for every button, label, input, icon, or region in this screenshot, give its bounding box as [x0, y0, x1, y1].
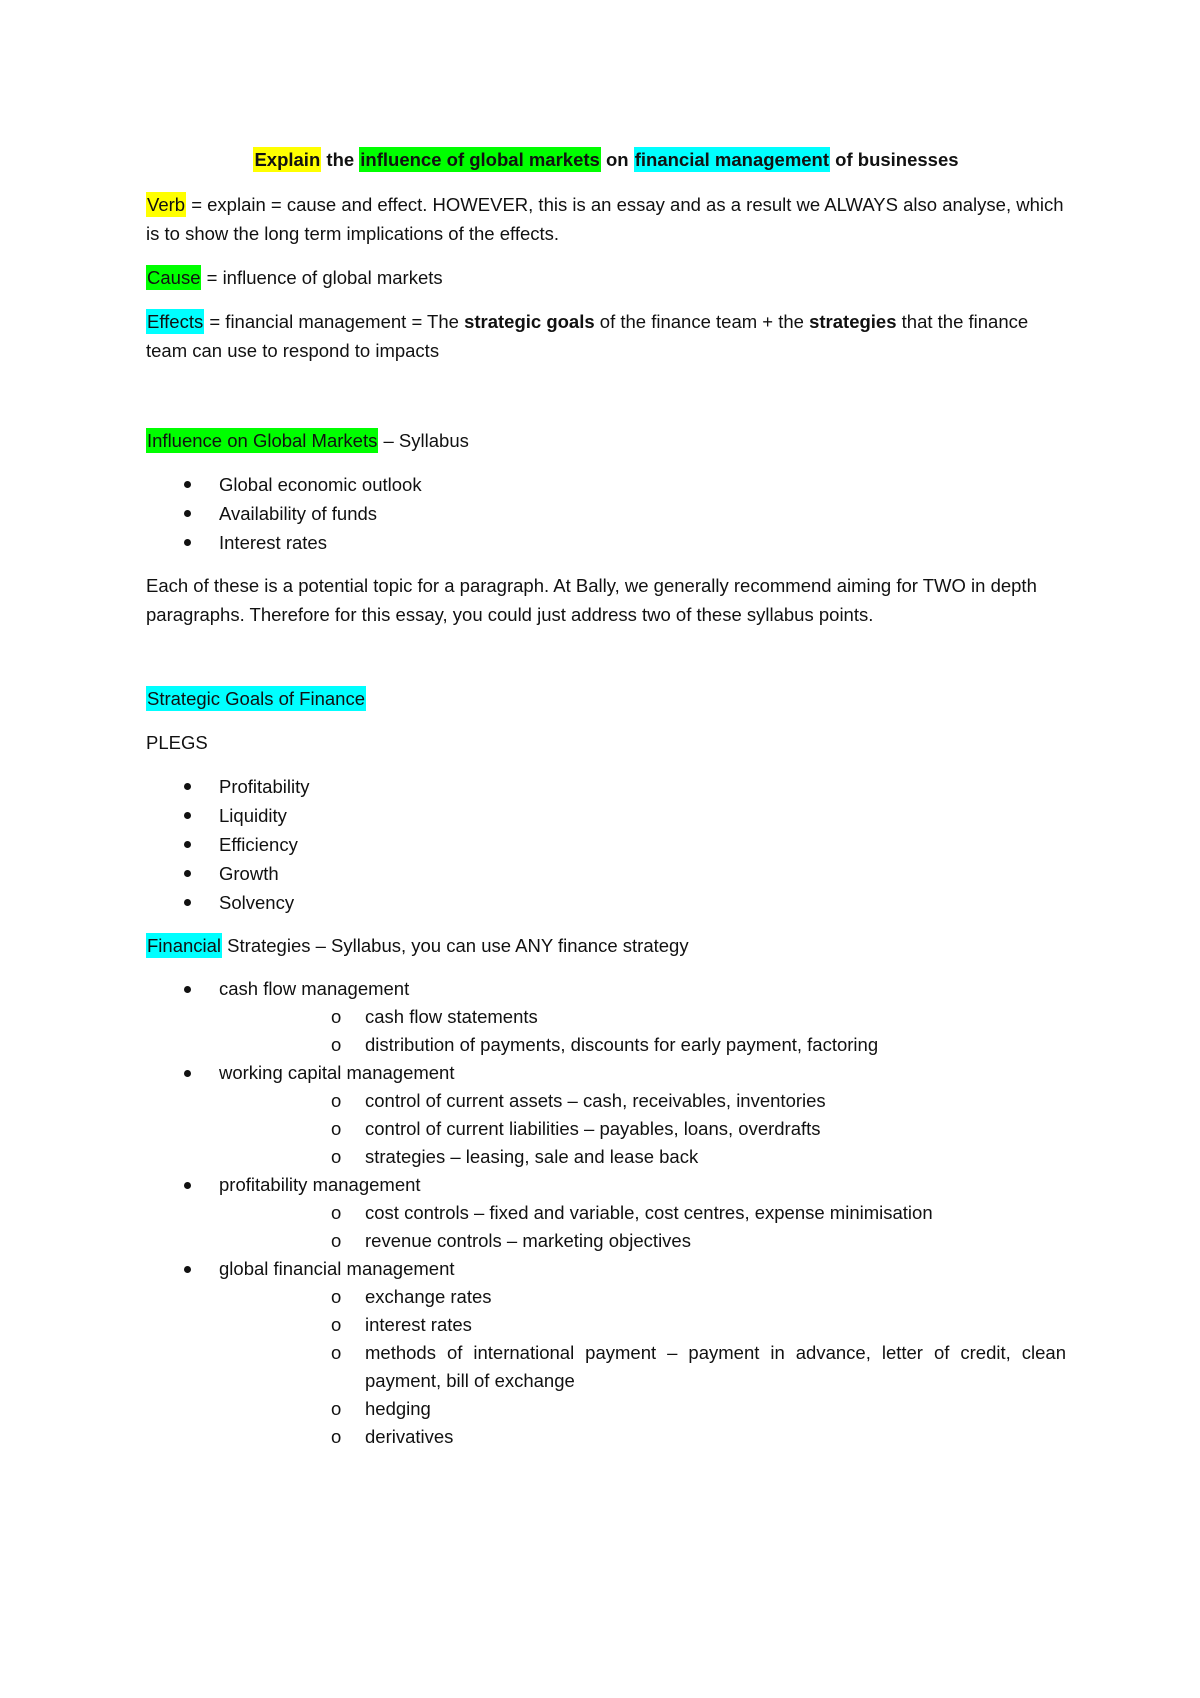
- sub-list-item: [219, 1003, 1066, 1031]
- sub-list-item-text: cash flow statements: [365, 1006, 538, 1027]
- strategies-heading-highlight: Financial: [147, 935, 222, 956]
- sub-list-item-text: derivatives: [365, 1426, 454, 1447]
- strategy-group-label: cash flow management: [219, 978, 410, 999]
- strategy-sub-list: [219, 1087, 1066, 1171]
- strategy-group-label: profitability management: [219, 1174, 421, 1195]
- sub-list-item-text: methods of international payment – payment in advance, letter of credit, clean payment, bill of exchange: [365, 1342, 1066, 1391]
- sub-list-item: [219, 1227, 1066, 1255]
- title-effect-highlight: financial management: [634, 149, 830, 170]
- sub-bullet-marker: o: [331, 1034, 342, 1055]
- effects-text: of the finance team + the: [594, 311, 810, 332]
- sub-bullet-marker: o: [331, 1006, 342, 1027]
- strategy-sub-list: [219, 1199, 1066, 1255]
- list-item: Availability of funds: [146, 499, 1066, 528]
- sub-list-item-text: hedging: [365, 1398, 431, 1419]
- strategy-group-label: working capital management: [219, 1062, 455, 1083]
- sub-bullet-marker: o: [331, 1286, 342, 1307]
- list-item: Global economic outlook: [146, 470, 1066, 499]
- sub-list-item: [219, 1311, 1066, 1339]
- sub-list-item: [219, 1395, 1066, 1423]
- sub-bullet-marker: o: [331, 1426, 342, 1447]
- sub-bullet-marker: o: [331, 1202, 342, 1223]
- effects-paragraph: [146, 307, 1066, 365]
- list-item: Solvency: [146, 888, 1066, 917]
- sub-bullet-marker: o: [331, 1118, 342, 1139]
- influence-heading: [146, 426, 1066, 455]
- sub-list-item: [219, 1339, 1066, 1395]
- spacer: [146, 644, 1066, 684]
- title-verb-highlight: Explain: [254, 149, 321, 170]
- goals-acronym: PLEGS: [146, 732, 208, 753]
- sub-list-item-text: strategies – leasing, sale and lease back: [365, 1146, 699, 1167]
- list-item: Liquidity: [146, 801, 1066, 830]
- sub-bullet-marker: o: [331, 1090, 342, 1111]
- list-item: Profitability: [146, 772, 1066, 801]
- goals-heading: [146, 684, 1066, 713]
- spacer: [146, 380, 1066, 426]
- goals-heading-highlight: Strategic Goals of Finance: [147, 688, 365, 709]
- sub-list-item: [219, 1087, 1066, 1115]
- strategy-group: [146, 975, 1066, 1059]
- influence-list: [146, 470, 1066, 557]
- sub-list-item-text: control of current liabilities – payables, loans, overdrafts: [365, 1118, 821, 1139]
- influence-paragraph: Each of these is a potential topic for a paragraph. At Bally, we generally recommend aiming for TWO in depth paragraphs. Therefore for this essay, you could just address two of these syllabus points.: [146, 575, 1037, 625]
- verb-text: = explain = cause and effect. HOWEVER, this is an essay and as a result we ALWAYS also analyse, which is to show the long term implications of the effects.: [146, 194, 1064, 244]
- sub-list-item: [219, 1199, 1066, 1227]
- sub-bullet-marker: o: [331, 1146, 342, 1167]
- strategy-group: [146, 1059, 1066, 1171]
- cause-label: Cause: [147, 267, 201, 288]
- effects-label: Effects: [147, 311, 204, 332]
- list-item: Interest rates: [146, 528, 1066, 557]
- title-text: of businesses: [830, 149, 959, 170]
- sub-list-item: [219, 1283, 1066, 1311]
- sub-list-item-text: cost controls – fixed and variable, cost centres, expense minimisation: [365, 1202, 933, 1223]
- strategy-group-label: global financial management: [219, 1258, 455, 1279]
- verb-paragraph: [146, 190, 1066, 248]
- sub-list-item-text: exchange rates: [365, 1286, 492, 1307]
- influence-heading-highlight: Influence on Global Markets: [147, 430, 378, 451]
- strategy-sub-list: [219, 1003, 1066, 1059]
- sub-list-item: [219, 1031, 1066, 1059]
- sub-bullet-marker: o: [331, 1398, 342, 1419]
- sub-bullet-marker: o: [331, 1342, 342, 1363]
- sub-list-item: [219, 1423, 1066, 1451]
- effects-bold-strategies: strategies: [809, 311, 897, 332]
- sub-list-item-text: interest rates: [365, 1314, 472, 1335]
- strategies-heading: [146, 931, 1066, 960]
- sub-list-item: [219, 1143, 1066, 1171]
- title-text: on: [600, 149, 634, 170]
- strategy-group: [146, 1255, 1066, 1451]
- sub-list-item-text: distribution of payments, discounts for early payment, factoring: [365, 1034, 879, 1055]
- strategies-list: [146, 975, 1066, 1451]
- sub-bullet-marker: o: [331, 1314, 342, 1335]
- strategy-sub-list: [219, 1283, 1066, 1451]
- effects-bold-goals: strategic goals: [464, 311, 595, 332]
- page-title: [146, 145, 1066, 174]
- strategies-heading-suffix: Strategies – Syllabus, you can use ANY finance strategy: [222, 935, 689, 956]
- title-text: the: [321, 149, 360, 170]
- goals-list: [146, 772, 1066, 917]
- cause-paragraph: [146, 263, 1066, 292]
- sub-list-item-text: revenue controls – marketing objectives: [365, 1230, 691, 1251]
- sub-list-item: [219, 1115, 1066, 1143]
- sub-bullet-marker: o: [331, 1230, 342, 1251]
- effects-text: that the finance team can use to respond to impacts: [146, 311, 1029, 361]
- strategy-group: [146, 1171, 1066, 1255]
- sub-list-item-text: control of current assets – cash, receivables, inventories: [365, 1090, 826, 1111]
- verb-label: Verb: [147, 194, 186, 215]
- list-item: Growth: [146, 859, 1066, 888]
- list-item: Efficiency: [146, 830, 1066, 859]
- document-content: [146, 145, 1066, 1465]
- effects-text: = financial management = The: [204, 311, 465, 332]
- cause-text: = influence of global markets: [201, 267, 443, 288]
- title-cause-highlight: influence of global markets: [360, 149, 600, 170]
- influence-heading-suffix: – Syllabus: [378, 430, 469, 451]
